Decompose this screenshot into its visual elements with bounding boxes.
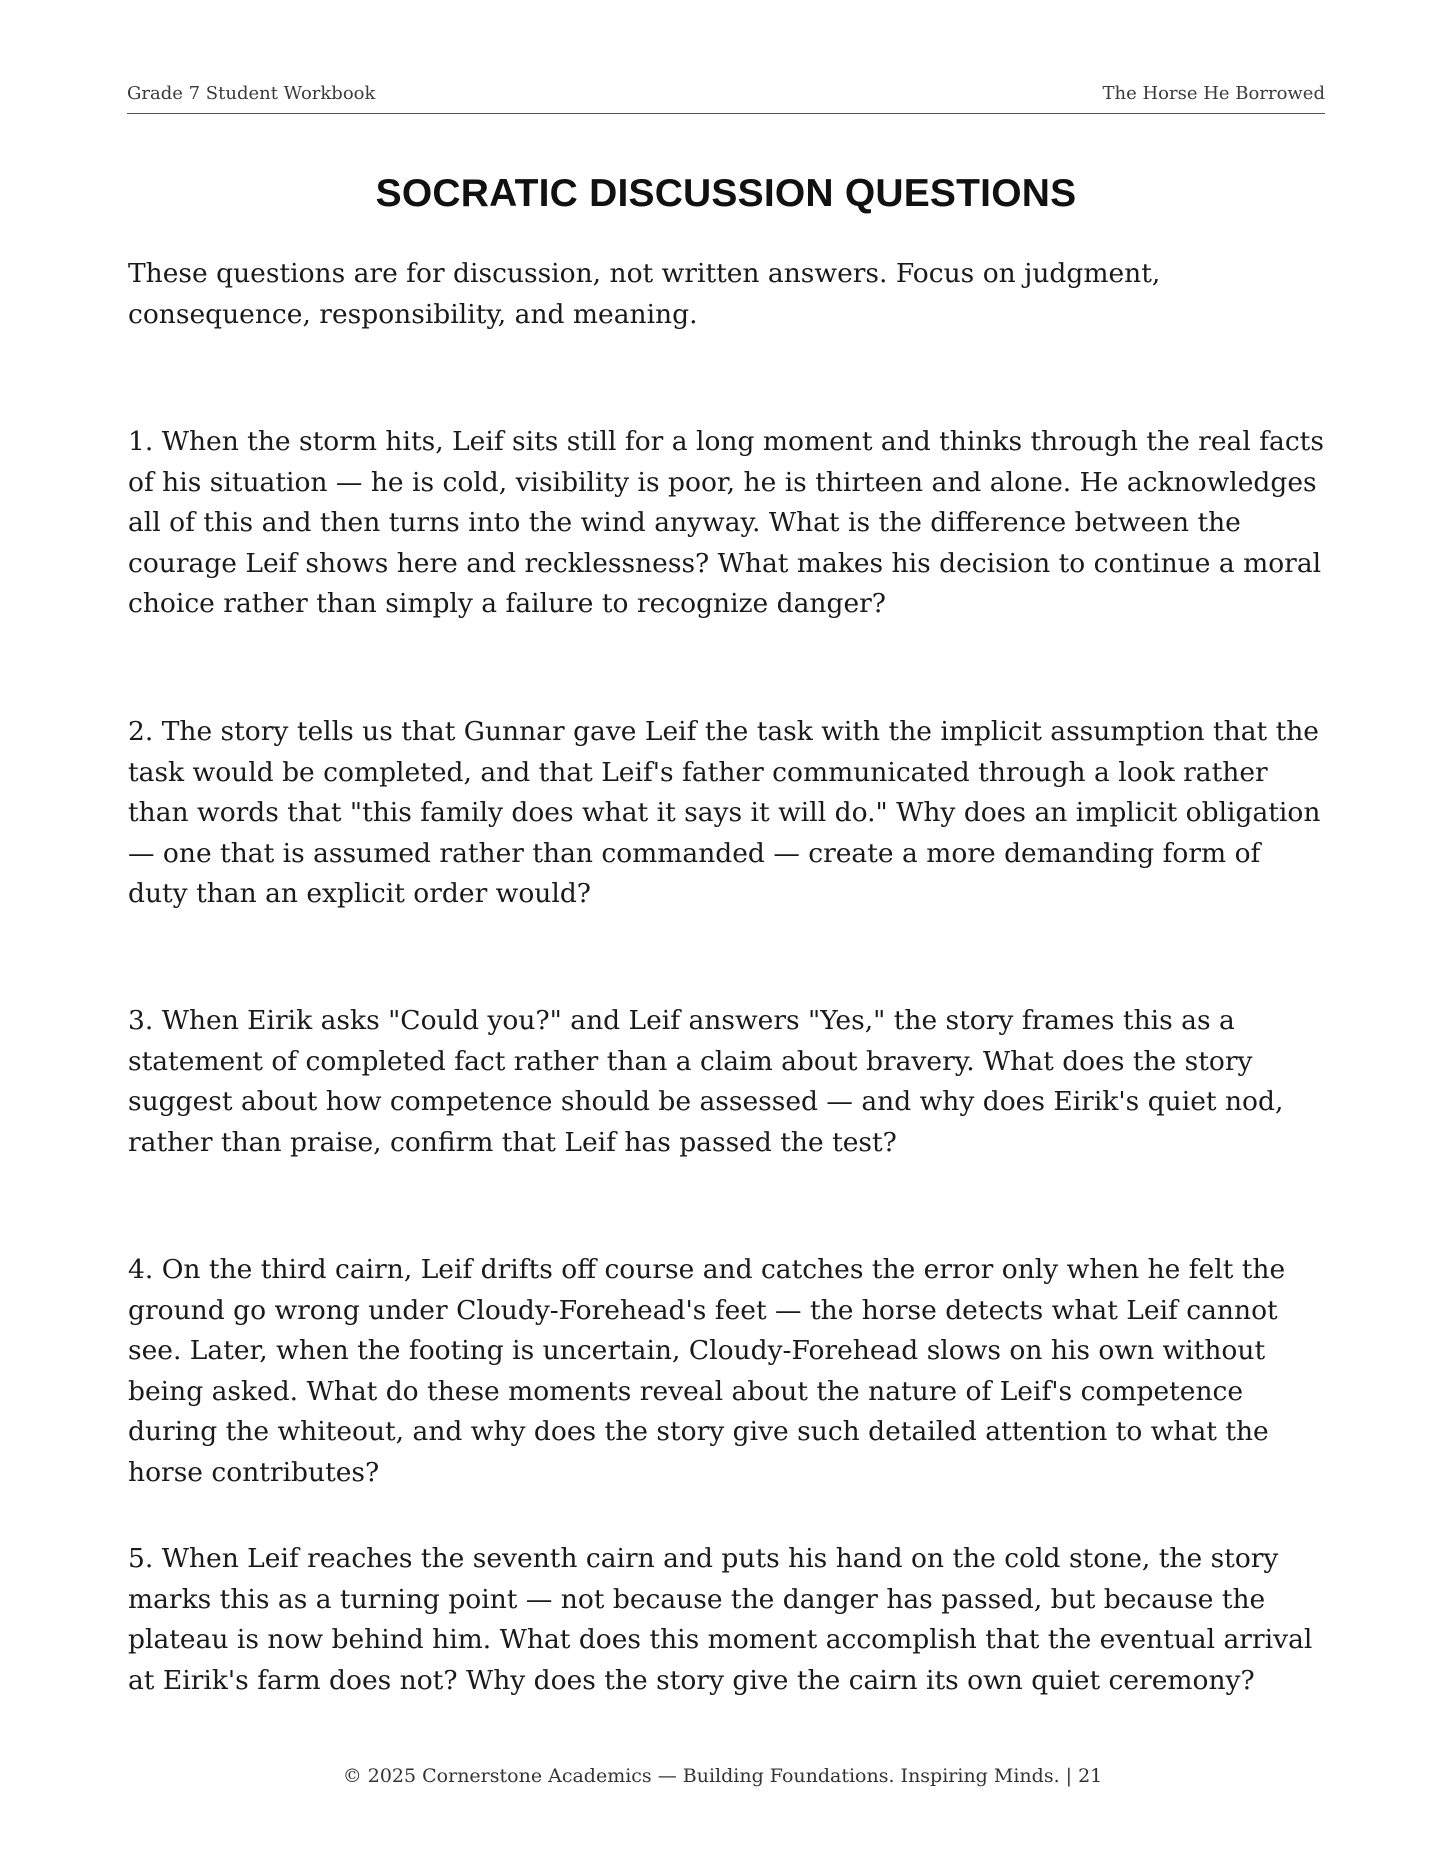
question-2: 2. The story tells us that Gunnar gave Leif the task with the implicit assumption that the task would be completed, and that Leif's father communicated through a look rather than words that "this family does what it says it will do." Why does an implicit obligation — one that is assumed rather than commanded — create a more demanding form of duty than an explicit order would? [128, 716, 1321, 909]
page-title: SOCRATIC DISCUSSION QUESTIONS [375, 172, 1077, 215]
question-4: 4. On the third cairn, Leif drifts off course and catches the error only when he felt the ground go wrong under Cloudy-Forehead's feet — the horse detects what Leif cannot see. Later, when the footing is uncertain, Cloudy-Forehead slows on his own without being asked. What do these moments reveal about the nature of Leif's competence during the whiteout, and why does the story give such detailed attention to what the horse contributes? [128, 1254, 1286, 1488]
question-5: 5. When Leif reaches the seventh cairn and puts his hand on the cold stone, the story marks this as a turning point — not because the danger has passed, but because the plateau is now behind him. What does this moment accomplish that the eventual arrival at Eirik's farm does not? Why does the story give the cairn its own quiet ceremony? [128, 1543, 1313, 1696]
intro-paragraph: These questions are for discussion, not written answers. Focus on judgment, consequence, responsibility, and meaning. [128, 258, 1161, 330]
running-header [127, 83, 1325, 114]
header-story-title: The Horse He Borrowed [1102, 83, 1325, 104]
question-3: 3. When Eirik asks "Could you?" and Leif answers "Yes," the story frames this as a statement of completed fact rather than a claim about bravery. What does the story suggest about how competence should be assessed — and why does Eirik's quiet nod, rather than praise, confirm that Leif has passed the test? [128, 1005, 1284, 1158]
header-workbook-title: Grade 7 Student Workbook [127, 83, 376, 104]
page-footer: © 2025 Cornerstone Academics — Building Foundations. Inspiring Minds. | 21 [342, 1765, 1103, 1787]
question-1: 1. When the storm hits, Leif sits still for a long moment and thinks through the real facts of his situation — he is cold, visibility is poor, he is thirteen and alone. He acknowledges all of this and then turns into the wind anyway. What is the difference between the courage Leif shows here and recklessness? What makes his decision to continue a moral choice rather than simply a failure to recognize danger? [128, 426, 1324, 619]
